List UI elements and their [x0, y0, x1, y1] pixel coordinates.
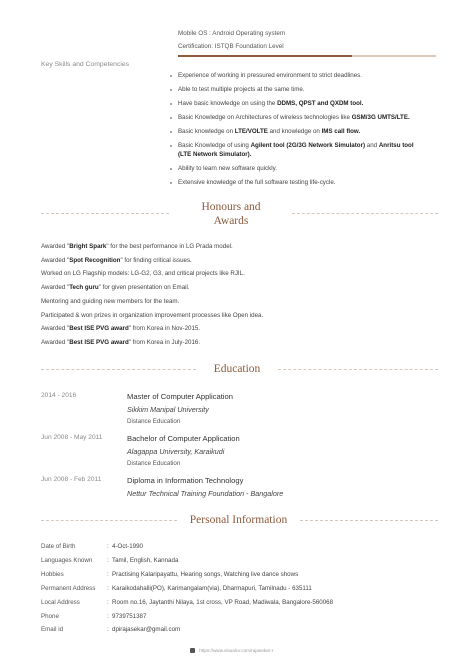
- skill-text-part: Able to test multiple projects at the same time.: [178, 86, 305, 93]
- bullet-icon: [170, 145, 172, 147]
- skill-item: [170, 179, 445, 187]
- skill-item: [170, 72, 445, 80]
- personal-info-separator: :: [107, 556, 109, 564]
- skill-text-part: Ability to learn new software quickly.: [178, 165, 277, 172]
- personal-info-separator: :: [107, 598, 109, 606]
- skill-text: [178, 165, 445, 173]
- skill-text: [178, 100, 445, 108]
- personal-info-separator: :: [107, 570, 109, 578]
- education-school: Sikkim Manipal University: [127, 405, 209, 414]
- divider-right: [300, 520, 438, 521]
- personal-info-value: 4-Oct-1990: [112, 543, 143, 550]
- award-text: Awarded ": [41, 284, 70, 292]
- skill-text-part: and knowledge on: [267, 128, 322, 135]
- award-name: Bright Spark: [69, 243, 107, 250]
- award-item: [41, 257, 192, 264]
- visualcv-logo-icon: [190, 648, 195, 653]
- award-item: [41, 325, 200, 332]
- skill-text: [178, 179, 445, 187]
- footer: [190, 648, 273, 653]
- skills-heading: Key Skills and Competencies: [41, 61, 130, 68]
- personal-info-value: Room no.16, Jaytanthi Nilaya, 1st cross, VP Road, Madiwala, Bangalore-560068: [112, 598, 334, 606]
- bullet-icon: [170, 103, 172, 105]
- certification-line: Certification: ISTQB Foundation Level: [178, 43, 284, 50]
- award-text: " from Korea in Nov-2015.: [128, 325, 201, 333]
- skill-text-bold: Agilent tool (2G/3G Network Simulator): [250, 142, 366, 149]
- award-name: Spot Recognition: [69, 256, 121, 264]
- personal-info-label: Hobbies: [41, 570, 64, 578]
- award-text: " for the best performance in LG Prada model.: [106, 243, 233, 250]
- skill-item: [170, 114, 445, 122]
- personal-info-value: Tamil, English, Kannada: [112, 556, 179, 564]
- skill-text-part: and: [365, 142, 379, 149]
- divider-right: [292, 213, 438, 214]
- award-item: [41, 270, 245, 277]
- divider-left: [41, 213, 169, 214]
- award-text: Awarded ": [41, 256, 70, 264]
- skill-level-bar-empty: [352, 55, 436, 57]
- personal-info-label: Permanent Address: [41, 584, 96, 592]
- skill-text-part: Basic Knowledge of using: [178, 142, 251, 149]
- honours-title-line1: Honours and: [201, 201, 261, 213]
- divider-left: [41, 369, 196, 370]
- skill-text-bold: (LTE Network Simulator).: [178, 150, 252, 158]
- personal-info-value: 9739751387: [112, 612, 147, 620]
- personal-info-separator: :: [107, 584, 109, 592]
- personal-info-label: Phone: [41, 612, 59, 620]
- skill-text-bold: IMS call flow.: [321, 128, 361, 135]
- award-item: [41, 339, 200, 346]
- skill-item: [170, 151, 445, 159]
- bullet-icon: [170, 182, 172, 184]
- award-text: Worked on LG Flagship models: LG-G2, G3, and critical projects like RJIL.: [41, 270, 245, 278]
- education-note: Distance Education: [127, 418, 181, 425]
- skill-text-bold: DDMS, QPST and QXDM tool.: [277, 100, 364, 107]
- bullet-icon: [170, 131, 172, 133]
- education-school: Alagappa University, Karaikudi: [127, 447, 225, 456]
- award-text: Awarded ": [41, 338, 70, 346]
- personal-info-label: Languages Known: [41, 556, 93, 564]
- skill-text-bold: GSM/3G UMTS/LTE.: [351, 114, 410, 121]
- skill-text: [178, 142, 445, 150]
- skill-item: [170, 100, 445, 108]
- bullet-icon: [170, 117, 172, 119]
- skill-text-part: Basic knowledge on: [178, 128, 235, 135]
- award-name: Best ISE PVG award: [69, 338, 129, 346]
- skill-text: [178, 86, 445, 94]
- skill-item: [170, 128, 445, 136]
- skill-item: [170, 165, 445, 173]
- skill-text-part: Basic Knowledge on Architectures of wireless technologies like: [178, 114, 352, 121]
- education-title: Education: [213, 363, 261, 375]
- skill-text-part: Extensive knowledge of the full software testing life-cycle.: [178, 179, 336, 186]
- bullet-icon: [170, 168, 172, 170]
- honours-title-line2: Awards: [213, 215, 249, 227]
- education-degree: Diploma in Information Technology: [127, 475, 244, 485]
- education-date: 2014 - 2016: [41, 392, 77, 399]
- skill-text: [178, 114, 445, 122]
- education-date: Jun 2008 - Feb 2011: [41, 476, 102, 483]
- personal-info-label: Email id: [41, 626, 64, 634]
- education-note: Distance Education: [127, 460, 181, 467]
- skill-text-part: Experience of working in pressured environment to strict deadlines.: [178, 72, 362, 79]
- personal-info-title: Personal Information: [189, 514, 288, 526]
- skill-text-bold: Anritsu tool: [378, 142, 414, 149]
- skill-item: [170, 86, 445, 94]
- award-item: [41, 284, 190, 291]
- skill-item: [170, 142, 445, 150]
- award-text: Participated & won prizes in organization improvement processes like Open idea.: [41, 311, 264, 319]
- divider-right: [278, 369, 438, 370]
- skill-text-part: Have basic knowledge on using the: [178, 100, 278, 107]
- skill-text: [178, 72, 445, 80]
- award-text: " from Korea in July-2016.: [128, 338, 201, 346]
- award-name: Best ISE PVG award: [69, 325, 129, 333]
- education-school: Nettur Technical Training Foundation - Bangalore: [127, 489, 284, 498]
- skill-level-bar-filled: [178, 55, 352, 57]
- education-degree: Master of Computer Application: [127, 391, 233, 401]
- award-text: Awarded ": [41, 325, 70, 333]
- award-item: [41, 312, 263, 319]
- award-text: Awarded ": [41, 243, 70, 250]
- award-text: " for given presentation on Email.: [98, 284, 190, 292]
- skill-text: [178, 128, 445, 136]
- personal-info-value: Karaikodahalli(PO), Karimangalam(via), Dharmapuri, Tamilnadu - 635111: [112, 584, 312, 592]
- bullet-icon: [170, 75, 172, 77]
- os-line: Mobile OS : Android Operating system: [178, 30, 286, 37]
- footer-link[interactable]: https://www.visualcv.com/rajasekar-r: [199, 648, 274, 653]
- personal-info-separator: :: [107, 543, 109, 550]
- education-date: Jun 2008 - May 2011: [41, 434, 103, 441]
- skill-text: [178, 151, 445, 159]
- award-text: " for finding critical issues.: [120, 256, 192, 264]
- award-item: [41, 298, 179, 305]
- skill-text-bold: LTE/VOLTE: [234, 128, 268, 135]
- personal-info-value: Practising Kalaripayattu, Hearing songs, Watching live dance shows: [112, 570, 299, 578]
- personal-info-label: Local Address: [41, 598, 80, 606]
- divider-left: [41, 520, 177, 521]
- bullet-icon: [170, 89, 172, 91]
- personal-info-value: dpirajasekar@gmail.com: [112, 626, 181, 634]
- personal-info-label: Date of Birth: [41, 543, 76, 550]
- award-text: Mentoring and guiding new members for the team.: [41, 297, 180, 305]
- award-name: Tech guru: [69, 284, 99, 292]
- personal-info-separator: :: [107, 626, 109, 634]
- personal-info-separator: :: [107, 612, 109, 620]
- award-item: [41, 243, 233, 250]
- education-degree: Bachelor of Computer Application: [127, 433, 240, 443]
